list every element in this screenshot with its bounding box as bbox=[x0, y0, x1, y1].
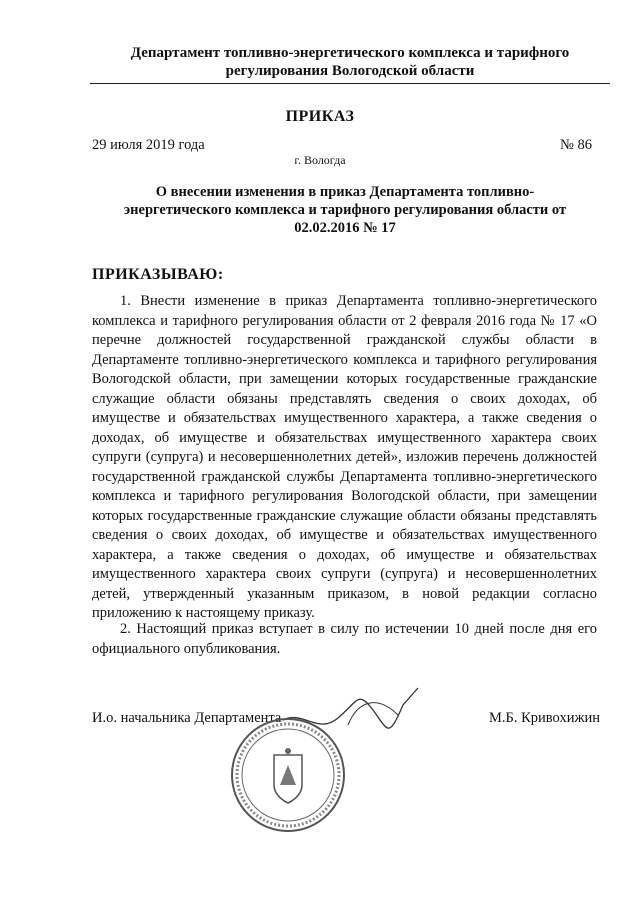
coat-of-arms-seal-icon bbox=[228, 715, 348, 835]
subject-line-2: энергетического комплекса и тарифного регулирования области от bbox=[123, 202, 567, 218]
header-line-1: Департамент топливно-энергетического комплекса и тарифного bbox=[130, 45, 570, 61]
signatory-name: М.Б. Кривохижин bbox=[489, 710, 600, 726]
header-divider bbox=[90, 83, 610, 84]
order-date: 29 июля 2019 года bbox=[92, 137, 205, 153]
header-line-2: регулирования Вологодской области bbox=[225, 63, 475, 79]
paragraph-1: 1. Внести изменение в приказ Департамента топливно-энергетического комплекса и тарифного регулирования области от 2 февраля 2016 года № 17 «О перечне должностей государственной гражданской службы области в Департаменте топливно-энергетического комплекса и тарифного регулирования Вологодской области, при замещении которых государственные гражданские служащие области обязаны представлять сведения о своих доходах, об имуществе и обязательствах имущественного характера, а также сведения о доходах, об имуществе и обязательствах имущественного характера своих супруги (супруга) и несовершеннолетних детей», изложив перечень должностей государственной гражданской службы Департамента топливно-энергетического комплекса и тарифного регулирования Вологодской области, при замещении которых государственные гражданские служащие области обязаны представлять сведения о своих доходах, об имуществе и обязательствах имущественного характера, а также сведения о доходах, об имуществе и обязательствах имущественного характера своих супруги (супруга) и несовершеннолетних детей, утвержденный указанным приказом, в новой редакции согласно приложению к настоящему приказу. bbox=[92, 293, 597, 621]
document-title: ПРИКАЗ bbox=[285, 108, 355, 125]
order-directive: ПРИКАЗЫВАЮ: bbox=[92, 266, 224, 283]
paragraph-2: 2. Настоящий приказ вступает в силу по истечении 10 дней после дня его официального опубликования. bbox=[92, 621, 597, 657]
subject-line-1: О внесении изменения в приказ Департамента топливно- bbox=[155, 184, 535, 200]
signatory-position: И.о. начальника Департамента bbox=[92, 710, 282, 726]
city-label: г. Вологда bbox=[294, 153, 346, 167]
order-number: № 86 bbox=[560, 137, 592, 153]
department-header bbox=[90, 44, 610, 80]
subject-line-3: 02.02.2016 № 17 bbox=[294, 220, 396, 236]
order-subject bbox=[100, 183, 590, 237]
